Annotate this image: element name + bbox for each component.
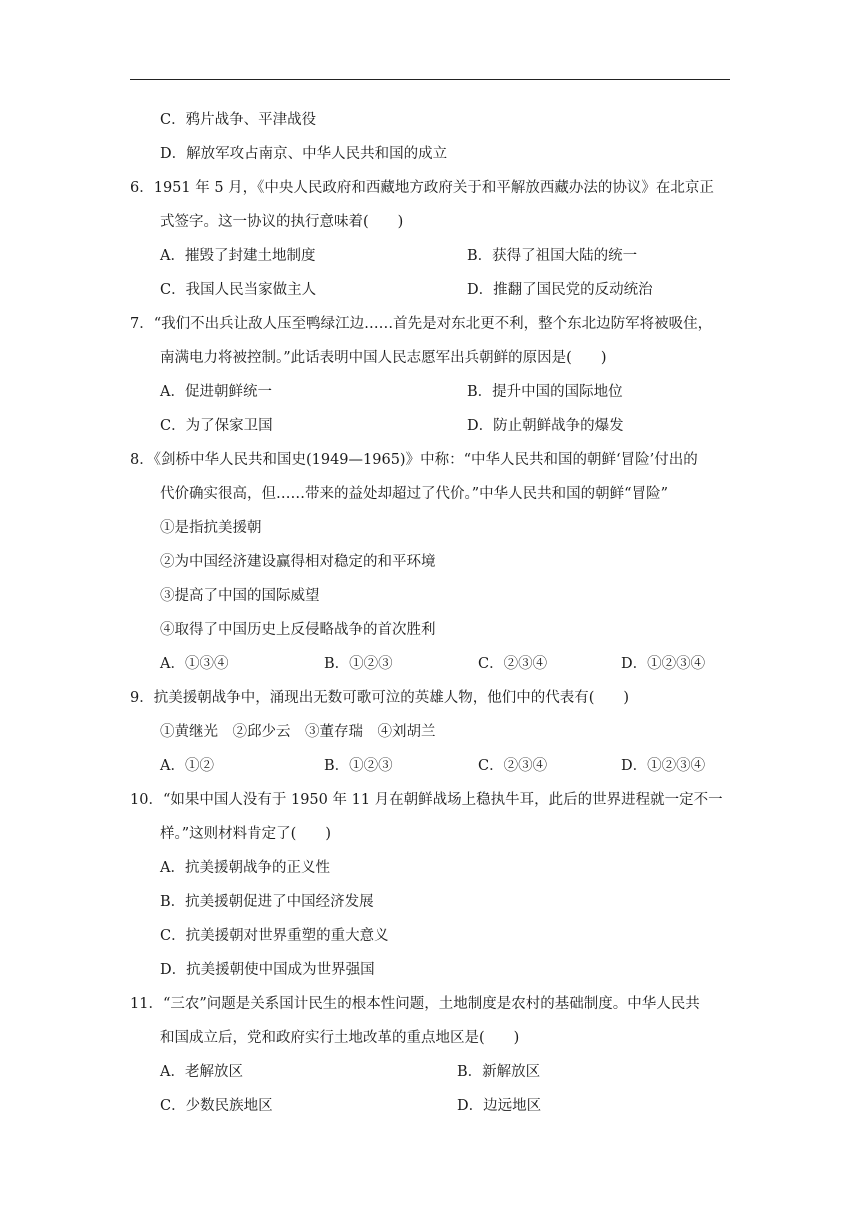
q8-item-3: ③提高了中国的国际威望 (160, 588, 320, 604)
q8-option-d: D．①②③④ (621, 656, 706, 672)
q5-option-c: C．鸦片战争、平津战役 (160, 112, 317, 128)
q5-option-d: D．解放军攻占南京、中华人民共和国的成立 (160, 146, 448, 162)
q11-option-b: B．新解放区 (457, 1064, 541, 1080)
q11-stem-line1: 11．“三农”问题是关系国计民生的根本性问题，土地制度是农村的基础制度。中华人民共 (130, 996, 700, 1012)
q7-option-b: B．提升中国的国际地位 (467, 384, 623, 400)
q8-item-2: ②为中国经济建设赢得相对稳定的和平环境 (160, 554, 436, 570)
q10-option-d: D．抗美援朝使中国成为世界强国 (160, 962, 375, 978)
q6-option-d: D．推翻了国民党的反动统治 (467, 282, 653, 298)
q10-option-b: B．抗美援朝促进了中国经济发展 (160, 894, 374, 910)
q6-option-c: C．我国人民当家做主人 (160, 282, 317, 298)
q7-option-d: D．防止朝鲜战争的爆发 (467, 418, 624, 434)
q8-option-c: C．②③④ (478, 656, 548, 672)
q7-stem-line2: 南满电力将被控制。”此话表明中国人民志愿军出兵朝鲜的原因是( ) (160, 350, 607, 366)
q10-option-c: C．抗美援朝对世界重塑的重大意义 (160, 928, 389, 944)
q8-stem-line1: 8．《剑桥中华人民共和国史(1949—1965)》中称：“中华人民共和国的朝鲜‘冒险’付出的 (130, 452, 698, 468)
q9-option-c: C．②③④ (478, 758, 548, 774)
q11-option-c: C．少数民族地区 (160, 1098, 273, 1114)
q7-option-c: C．为了保家卫国 (160, 418, 273, 434)
q6-stem-line1: 6．1951 年 5 月，《中央人民政府和西藏地方政府关于和平解放西藏办法的协议》在北京正 (130, 180, 714, 196)
q11-option-d: D．边远地区 (457, 1098, 542, 1114)
q8-option-a: A．①③④ (160, 656, 229, 672)
q8-stem-line2: 代价确实很高，但……带来的益处却超过了代价。”中华人民共和国的朝鲜“冒险” (160, 486, 668, 502)
q6-stem-line2: 式签字。这一协议的执行意味着( ) (160, 214, 404, 230)
q10-stem-line1: 10．“如果中国人没有于 1950 年 11 月在朝鲜战场上稳执牛耳，此后的世界进程就一定不一 (130, 792, 723, 808)
q10-option-a: A．抗美援朝战争的正义性 (160, 860, 330, 876)
q6-option-a: A．摧毁了封建土地制度 (160, 248, 316, 264)
q7-stem-line1: 7．“我们不出兵让敌人压至鸭绿江边……首先是对东北更不利，整个东北边防军将被吸住， (130, 316, 713, 332)
q8-item-4: ④取得了中国历史上反侵略战争的首次胜利 (160, 622, 436, 638)
q9-option-d: D．①②③④ (621, 758, 706, 774)
q8-option-b: B．①②③ (324, 656, 393, 672)
q6-option-b: B．获得了祖国大陆的统一 (467, 248, 638, 264)
q9-option-a: A．①② (160, 758, 214, 774)
q11-stem-line2: 和国成立后，党和政府实行土地改革的重点地区是( ) (160, 1030, 520, 1046)
q9-items: ①黄继光 ②邱少云 ③董存瑞 ④刘胡兰 (160, 724, 436, 740)
q10-stem-line2: 样。”这则材料肯定了( ) (160, 826, 331, 842)
q11-option-a: A．老解放区 (160, 1064, 243, 1080)
q9-option-b: B．①②③ (324, 758, 393, 774)
q7-option-a: A．促进朝鲜统一 (160, 384, 272, 400)
header-rule (130, 79, 730, 80)
q8-item-1: ①是指抗美援朝 (160, 520, 262, 536)
q9-stem-line1: 9．抗美援朝战争中，涌现出无数可歌可泣的英雄人物，他们中的代表有( ) (130, 690, 630, 706)
